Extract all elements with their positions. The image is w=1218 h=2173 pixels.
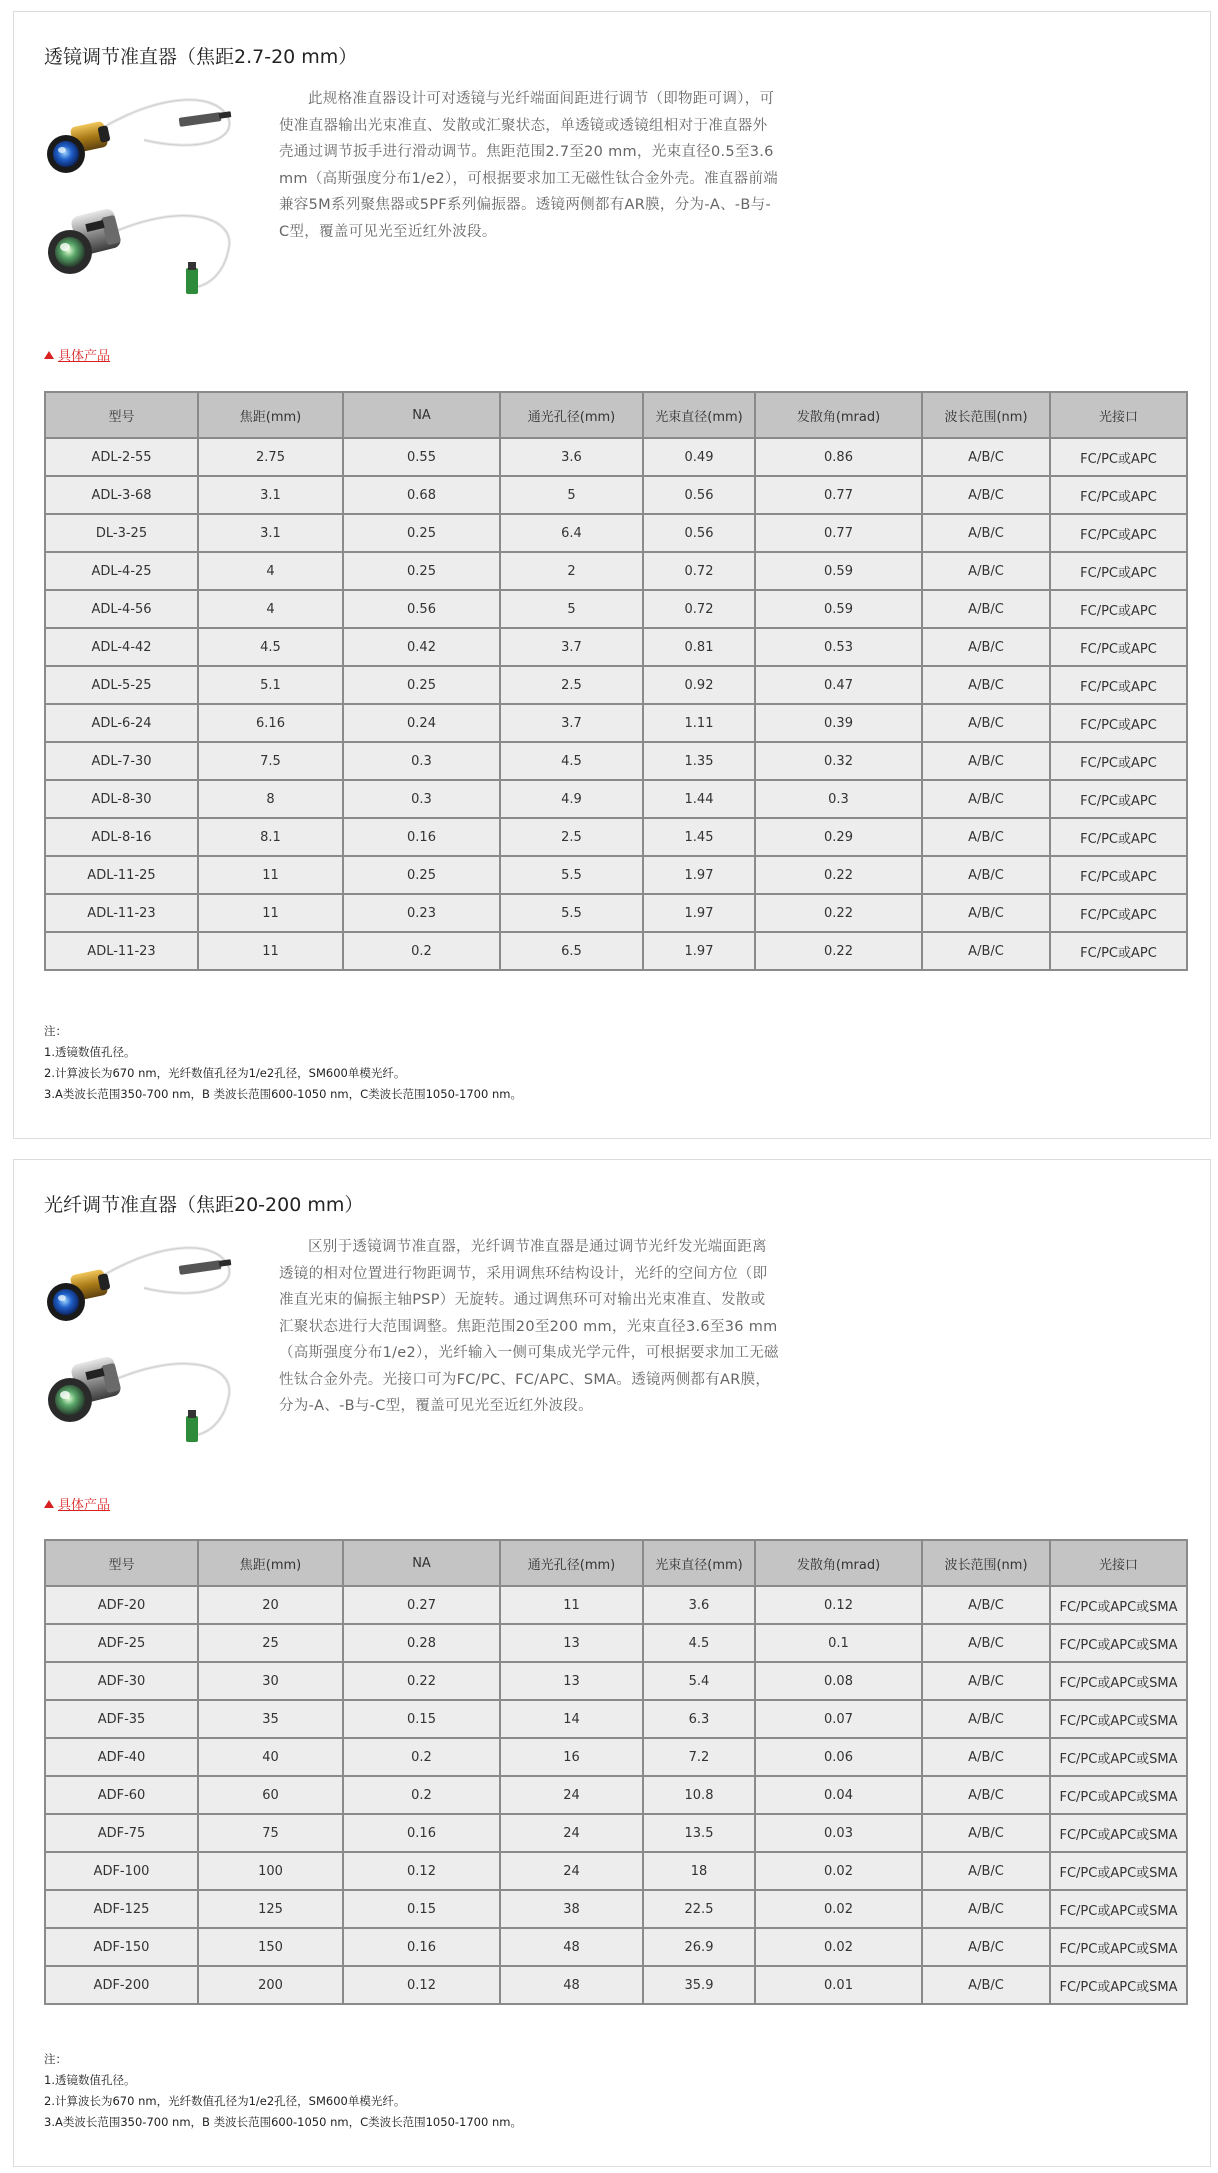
table-cell: 5 — [500, 590, 643, 628]
table-cell: 200 — [198, 1966, 343, 2004]
table-cell: 0.07 — [755, 1700, 922, 1738]
table-row — [45, 514, 1187, 552]
table-cell: A/B/C — [922, 666, 1050, 704]
note-line: 3.A类波长范围350-700 nm，B 类波长范围600-1050 nm，C类波长范围1050-1700 nm。 — [44, 1087, 522, 1101]
table-cell: 0.24 — [343, 704, 500, 742]
table-cell: 0.25 — [343, 552, 500, 590]
table-cell: 0.29 — [755, 818, 922, 856]
spec-table — [44, 391, 1188, 971]
table-cell: FC/PC或APC或SMA — [1050, 1738, 1187, 1776]
table-row — [45, 932, 1187, 970]
table-row — [45, 1928, 1187, 1966]
table-row — [45, 1586, 1187, 1624]
header-cell: 通光孔径(mm) — [500, 392, 643, 438]
table-row — [45, 1814, 1187, 1852]
table-cell: 0.27 — [343, 1586, 500, 1624]
model-cell: ADF-75 — [45, 1814, 198, 1852]
table-cell: 4 — [198, 552, 343, 590]
table-cell: A/B/C — [922, 1776, 1050, 1814]
table-cell: 0.28 — [343, 1624, 500, 1662]
table-cell: 60 — [198, 1776, 343, 1814]
table-cell: 0.25 — [343, 856, 500, 894]
table-cell: 2.5 — [500, 818, 643, 856]
table-row — [45, 1890, 1187, 1928]
model-cell: ADF-35 — [45, 1700, 198, 1738]
product-section-fiber-adjustable — [13, 1159, 1211, 2167]
section-title: 透镜调节准直器（焦距2.7-20 mm） — [44, 46, 358, 68]
table-cell: 1.97 — [643, 932, 755, 970]
table-cell: 4.5 — [198, 628, 343, 666]
table-cell: FC/PC或APC或SMA — [1050, 1700, 1187, 1738]
table-cell: 0.22 — [755, 894, 922, 932]
table-cell: FC/PC或APC — [1050, 742, 1187, 780]
table-cell: A/B/C — [922, 818, 1050, 856]
table-row — [45, 438, 1187, 476]
table-cell: 3.7 — [500, 628, 643, 666]
table-cell: FC/PC或APC或SMA — [1050, 1624, 1187, 1662]
table-cell: 0.16 — [343, 1928, 500, 1966]
model-cell: ADL-11-23 — [45, 894, 198, 932]
table-cell: A/B/C — [922, 1624, 1050, 1662]
table-cell: 0.72 — [643, 552, 755, 590]
header-cell: 焦距(mm) — [198, 1540, 343, 1586]
table-cell: 0.23 — [343, 894, 500, 932]
table-cell: 24 — [500, 1776, 643, 1814]
table-cell: 2.75 — [198, 438, 343, 476]
table-cell: 2.5 — [500, 666, 643, 704]
table-row — [45, 1738, 1187, 1776]
header-cell: 波长范围(nm) — [922, 392, 1050, 438]
table-cell: 30 — [198, 1662, 343, 1700]
table-cell: 5.1 — [198, 666, 343, 704]
table-cell: A/B/C — [922, 476, 1050, 514]
header-cell: 焦距(mm) — [198, 392, 343, 438]
table-row — [45, 590, 1187, 628]
table-cell: FC/PC或APC — [1050, 438, 1187, 476]
table-cell: 48 — [500, 1928, 643, 1966]
table-cell: 0.39 — [755, 704, 922, 742]
table-cell: FC/PC或APC — [1050, 894, 1187, 932]
model-cell: ADL-4-25 — [45, 552, 198, 590]
model-cell: ADF-200 — [45, 1966, 198, 2004]
note-line: 1.透镜数值孔径。 — [44, 1045, 136, 1059]
table-cell: 0.22 — [755, 856, 922, 894]
table-cell: 0.77 — [755, 514, 922, 552]
table-cell: FC/PC或APC — [1050, 552, 1187, 590]
table-cell: A/B/C — [922, 742, 1050, 780]
table-cell: A/B/C — [922, 1966, 1050, 2004]
table-cell: 25 — [198, 1624, 343, 1662]
table-header-row — [45, 1540, 1187, 1586]
table-cell: 0.72 — [643, 590, 755, 628]
model-cell: ADL-8-16 — [45, 818, 198, 856]
table-cell: 7.2 — [643, 1738, 755, 1776]
table-cell: 0.77 — [755, 476, 922, 514]
table-row — [45, 1776, 1187, 1814]
table-cell: 5 — [500, 476, 643, 514]
table-row — [45, 1700, 1187, 1738]
header-cell: NA — [343, 1540, 500, 1586]
model-cell: ADF-60 — [45, 1776, 198, 1814]
table-cell: 0.55 — [343, 438, 500, 476]
table-cell: FC/PC或APC — [1050, 628, 1187, 666]
table-cell: 5.5 — [500, 894, 643, 932]
table-cell: 0.3 — [755, 780, 922, 818]
note-line: 3.A类波长范围350-700 nm，B 类波长范围600-1050 nm，C类波长范围1050-1700 nm。 — [44, 2115, 522, 2129]
note-line: 2.计算波长为670 nm，光纤数值孔径为1/e2孔径，SM600单模光纤。 — [44, 1066, 406, 1080]
header-cell: 通光孔径(mm) — [500, 1540, 643, 1586]
header-cell: 波长范围(nm) — [922, 1540, 1050, 1586]
table-cell: 2 — [500, 552, 643, 590]
table-cell: 1.97 — [643, 894, 755, 932]
table-cell: 0.49 — [643, 438, 755, 476]
table-cell: 14 — [500, 1700, 643, 1738]
table-cell: 0.22 — [755, 932, 922, 970]
table-cell: FC/PC或APC — [1050, 856, 1187, 894]
header-cell: 光接口 — [1050, 392, 1187, 438]
table-cell: 75 — [198, 1814, 343, 1852]
table-cell: 3.6 — [500, 438, 643, 476]
table-cell: 150 — [198, 1928, 343, 1966]
table-row — [45, 1624, 1187, 1662]
note-line: 注： — [44, 1024, 67, 1038]
product-section-lens-adjustable — [13, 11, 1211, 1139]
table-cell: 24 — [500, 1852, 643, 1890]
table-cell: A/B/C — [922, 514, 1050, 552]
model-cell: ADL-4-42 — [45, 628, 198, 666]
table-cell: 11 — [500, 1586, 643, 1624]
table-cell: FC/PC或APC或SMA — [1050, 1586, 1187, 1624]
table-cell: 0.68 — [343, 476, 500, 514]
table-cell: 13 — [500, 1624, 643, 1662]
table-cell: 20 — [198, 1586, 343, 1624]
model-cell: DL-3-25 — [45, 514, 198, 552]
table-cell: 0.04 — [755, 1776, 922, 1814]
table-cell: 0.32 — [755, 742, 922, 780]
table-cell: FC/PC或APC或SMA — [1050, 1776, 1187, 1814]
model-cell: ADF-25 — [45, 1624, 198, 1662]
table-cell: 13 — [500, 1662, 643, 1700]
model-cell: ADL-8-30 — [45, 780, 198, 818]
table-cell: 0.15 — [343, 1700, 500, 1738]
table-cell: 35.9 — [643, 1966, 755, 2004]
table-row — [45, 818, 1187, 856]
header-cell: 发散角(mrad) — [755, 392, 922, 438]
model-cell: ADL-11-23 — [45, 932, 198, 970]
table-cell: FC/PC或APC或SMA — [1050, 1890, 1187, 1928]
table-row — [45, 894, 1187, 932]
table-cell: 0.02 — [755, 1852, 922, 1890]
table-cell: A/B/C — [922, 1814, 1050, 1852]
section-title: 光纤调节准直器（焦距20-200 mm） — [44, 1194, 364, 1216]
table-cell: 6.16 — [198, 704, 343, 742]
table-cell: 6.3 — [643, 1700, 755, 1738]
table-cell: 48 — [500, 1966, 643, 2004]
table-cell: 0.56 — [643, 514, 755, 552]
model-cell: ADF-100 — [45, 1852, 198, 1890]
model-cell: ADF-125 — [45, 1890, 198, 1928]
table-cell: 0.01 — [755, 1966, 922, 2004]
table-cell: 22.5 — [643, 1890, 755, 1928]
model-cell: ADL-2-55 — [45, 438, 198, 476]
table-cell: 0.25 — [343, 666, 500, 704]
table-cell: FC/PC或APC或SMA — [1050, 1928, 1187, 1966]
table-cell: 0.3 — [343, 742, 500, 780]
table-cell: 0.2 — [343, 1738, 500, 1776]
section-description: 区别于透镜调节准直器，光纤调节准直器是通过调节光纤发光端面距离透镜的相对位置进行物距调节，采用调焦环结构设计，光纤的空间方位（即准直光束的偏振主轴PSP）无旋转。通过调焦环可对输出光束准直、发散或汇聚状态进行大范围调整。焦距范围20至200 mm，光束直径3.6至36 mm（高斯强度分布1/e2），光纤输入一侧可集成光学元件，可根据要求加工无磁性钛合金外壳。光接口可为FC/PC、FC/APC、SMA。透镜两侧都有AR膜，分为-A、-B与-C型，覆盖可见光至近红外波段。 — [279, 1239, 779, 1414]
model-cell: ADL-7-30 — [45, 742, 198, 780]
header-cell: 型号 — [45, 392, 198, 438]
table-cell: 3.7 — [500, 704, 643, 742]
table-cell: 16 — [500, 1738, 643, 1776]
table-cell: 8 — [198, 780, 343, 818]
specific-products-link[interactable] — [44, 1494, 110, 1513]
table-cell: 0.1 — [755, 1624, 922, 1662]
table-cell: A/B/C — [922, 1852, 1050, 1890]
table-cell: A/B/C — [922, 1700, 1050, 1738]
table-cell: 0.59 — [755, 552, 922, 590]
table-cell: 0.12 — [343, 1852, 500, 1890]
table-cell: 100 — [198, 1852, 343, 1890]
table-row — [45, 780, 1187, 818]
table-cell: FC/PC或APC — [1050, 666, 1187, 704]
table-cell: A/B/C — [922, 856, 1050, 894]
table-cell: 0.2 — [343, 932, 500, 970]
model-cell: ADF-20 — [45, 1586, 198, 1624]
table-cell: 0.12 — [343, 1966, 500, 2004]
table-cell: 40 — [198, 1738, 343, 1776]
table-row — [45, 666, 1187, 704]
model-cell: ADF-30 — [45, 1662, 198, 1700]
table-cell: 1.35 — [643, 742, 755, 780]
table-cell: 0.53 — [755, 628, 922, 666]
caret-up-icon — [44, 1500, 54, 1508]
table-cell: 0.42 — [343, 628, 500, 666]
section-description: 此规格准直器设计可对透镜与光纤端面间距进行调节（即物距可调），可使准直器输出光束准直、发散或汇聚状态，单透镜或透镜组相对于准直器外壳通过调节扳手进行滑动调节。焦距范围2.7至20 mm，光束直径0.5至3.6 mm（高斯强度分布1/e2），可根据要求加工无磁性钛合金外壳。准直器前端兼容5M系列聚焦器或5PF系列偏振器。透镜两侧都有AR膜，分为-A、-B与-C型，覆盖可见光至近红外波段。 — [279, 91, 779, 240]
table-cell: 0.56 — [343, 590, 500, 628]
table-cell: A/B/C — [922, 1586, 1050, 1624]
table-cell: 0.25 — [343, 514, 500, 552]
table-cell: 11 — [198, 856, 343, 894]
note-line: 2.计算波长为670 nm，光纤数值孔径为1/e2孔径，SM600单模光纤。 — [44, 2094, 406, 2108]
table-cell: 3.1 — [198, 514, 343, 552]
note-line: 注： — [44, 2052, 67, 2066]
table-cell: A/B/C — [922, 780, 1050, 818]
product-image — [44, 1230, 239, 1445]
table-cell: 1.45 — [643, 818, 755, 856]
table-cell: 125 — [198, 1890, 343, 1928]
table-cell: 0.92 — [643, 666, 755, 704]
table-cell: 38 — [500, 1890, 643, 1928]
table-cell: FC/PC或APC或SMA — [1050, 1966, 1187, 2004]
table-cell: FC/PC或APC或SMA — [1050, 1662, 1187, 1700]
table-cell: 0.56 — [643, 476, 755, 514]
table-cell: 0.02 — [755, 1928, 922, 1966]
table-cell: 11 — [198, 894, 343, 932]
header-cell: 光束直径(mm) — [643, 392, 755, 438]
table-cell: FC/PC或APC或SMA — [1050, 1814, 1187, 1852]
table-cell: 8.1 — [198, 818, 343, 856]
table-cell: 0.47 — [755, 666, 922, 704]
table-cell: FC/PC或APC — [1050, 704, 1187, 742]
table-cell: 0.16 — [343, 818, 500, 856]
table-cell: 10.8 — [643, 1776, 755, 1814]
table-cell: FC/PC或APC — [1050, 818, 1187, 856]
header-cell: 发散角(mrad) — [755, 1540, 922, 1586]
notes — [44, 1021, 522, 1105]
table-cell: A/B/C — [922, 1738, 1050, 1776]
table-row — [45, 476, 1187, 514]
table-cell: 4.9 — [500, 780, 643, 818]
table-cell: 0.06 — [755, 1738, 922, 1776]
table-cell: 3.1 — [198, 476, 343, 514]
table-cell: 0.3 — [343, 780, 500, 818]
table-cell: 4.5 — [643, 1624, 755, 1662]
table-cell: 35 — [198, 1700, 343, 1738]
table-cell: A/B/C — [922, 438, 1050, 476]
table-cell: FC/PC或APC — [1050, 476, 1187, 514]
table-cell: 0.02 — [755, 1890, 922, 1928]
table-cell: A/B/C — [922, 1890, 1050, 1928]
table-cell: FC/PC或APC — [1050, 514, 1187, 552]
model-cell: ADF-40 — [45, 1738, 198, 1776]
table-cell: 5.4 — [643, 1662, 755, 1700]
table-cell: 26.9 — [643, 1928, 755, 1966]
table-cell: A/B/C — [922, 894, 1050, 932]
table-cell: 1.97 — [643, 856, 755, 894]
table-cell: 4 — [198, 590, 343, 628]
table-cell: 11 — [198, 932, 343, 970]
table-cell: 0.59 — [755, 590, 922, 628]
caret-up-icon — [44, 351, 54, 359]
header-cell: 光束直径(mm) — [643, 1540, 755, 1586]
table-cell: 13.5 — [643, 1814, 755, 1852]
note-line: 1.透镜数值孔径。 — [44, 2073, 136, 2087]
table-row — [45, 742, 1187, 780]
table-cell: 4.5 — [500, 742, 643, 780]
table-cell: FC/PC或APC或SMA — [1050, 1852, 1187, 1890]
header-cell: NA — [343, 392, 500, 438]
link-label: 具体产品 — [58, 1498, 111, 1513]
table-row — [45, 1966, 1187, 2004]
table-cell: 1.44 — [643, 780, 755, 818]
model-cell: ADL-6-24 — [45, 704, 198, 742]
table-cell: 0.08 — [755, 1662, 922, 1700]
model-cell: ADL-11-25 — [45, 856, 198, 894]
table-cell: 1.11 — [643, 704, 755, 742]
table-cell: 0.2 — [343, 1776, 500, 1814]
link-label: 具体产品 — [58, 349, 111, 364]
table-cell: 0.15 — [343, 1890, 500, 1928]
table-row — [45, 552, 1187, 590]
notes — [44, 2049, 522, 2133]
model-cell: ADL-4-56 — [45, 590, 198, 628]
table-cell: A/B/C — [922, 628, 1050, 666]
table-row — [45, 1852, 1187, 1890]
table-cell: 3.6 — [643, 1586, 755, 1624]
table-cell: A/B/C — [922, 932, 1050, 970]
table-cell: FC/PC或APC — [1050, 932, 1187, 970]
table-cell: 0.03 — [755, 1814, 922, 1852]
table-cell: 5.5 — [500, 856, 643, 894]
model-cell: ADL-3-68 — [45, 476, 198, 514]
table-cell: 7.5 — [198, 742, 343, 780]
table-cell: 0.81 — [643, 628, 755, 666]
table-cell: 0.12 — [755, 1586, 922, 1624]
table-cell: FC/PC或APC — [1050, 590, 1187, 628]
model-cell: ADL-5-25 — [45, 666, 198, 704]
spec-table — [44, 1539, 1188, 2005]
table-cell: FC/PC或APC — [1050, 780, 1187, 818]
table-cell: A/B/C — [922, 704, 1050, 742]
table-cell: 24 — [500, 1814, 643, 1852]
table-row — [45, 1662, 1187, 1700]
table-cell: A/B/C — [922, 1928, 1050, 1966]
table-cell: A/B/C — [922, 552, 1050, 590]
specific-products-link[interactable] — [44, 345, 110, 364]
table-cell: 6.4 — [500, 514, 643, 552]
model-cell: ADF-150 — [45, 1928, 198, 1966]
header-cell: 光接口 — [1050, 1540, 1187, 1586]
table-cell: 0.22 — [343, 1662, 500, 1700]
table-cell: A/B/C — [922, 1662, 1050, 1700]
table-header-row — [45, 392, 1187, 438]
table-row — [45, 856, 1187, 894]
table-row — [45, 704, 1187, 742]
table-cell: 18 — [643, 1852, 755, 1890]
table-cell: 0.86 — [755, 438, 922, 476]
table-cell: 6.5 — [500, 932, 643, 970]
product-image — [44, 82, 239, 297]
table-row — [45, 628, 1187, 666]
header-cell: 型号 — [45, 1540, 198, 1586]
table-cell: 0.16 — [343, 1814, 500, 1852]
table-cell: A/B/C — [922, 590, 1050, 628]
